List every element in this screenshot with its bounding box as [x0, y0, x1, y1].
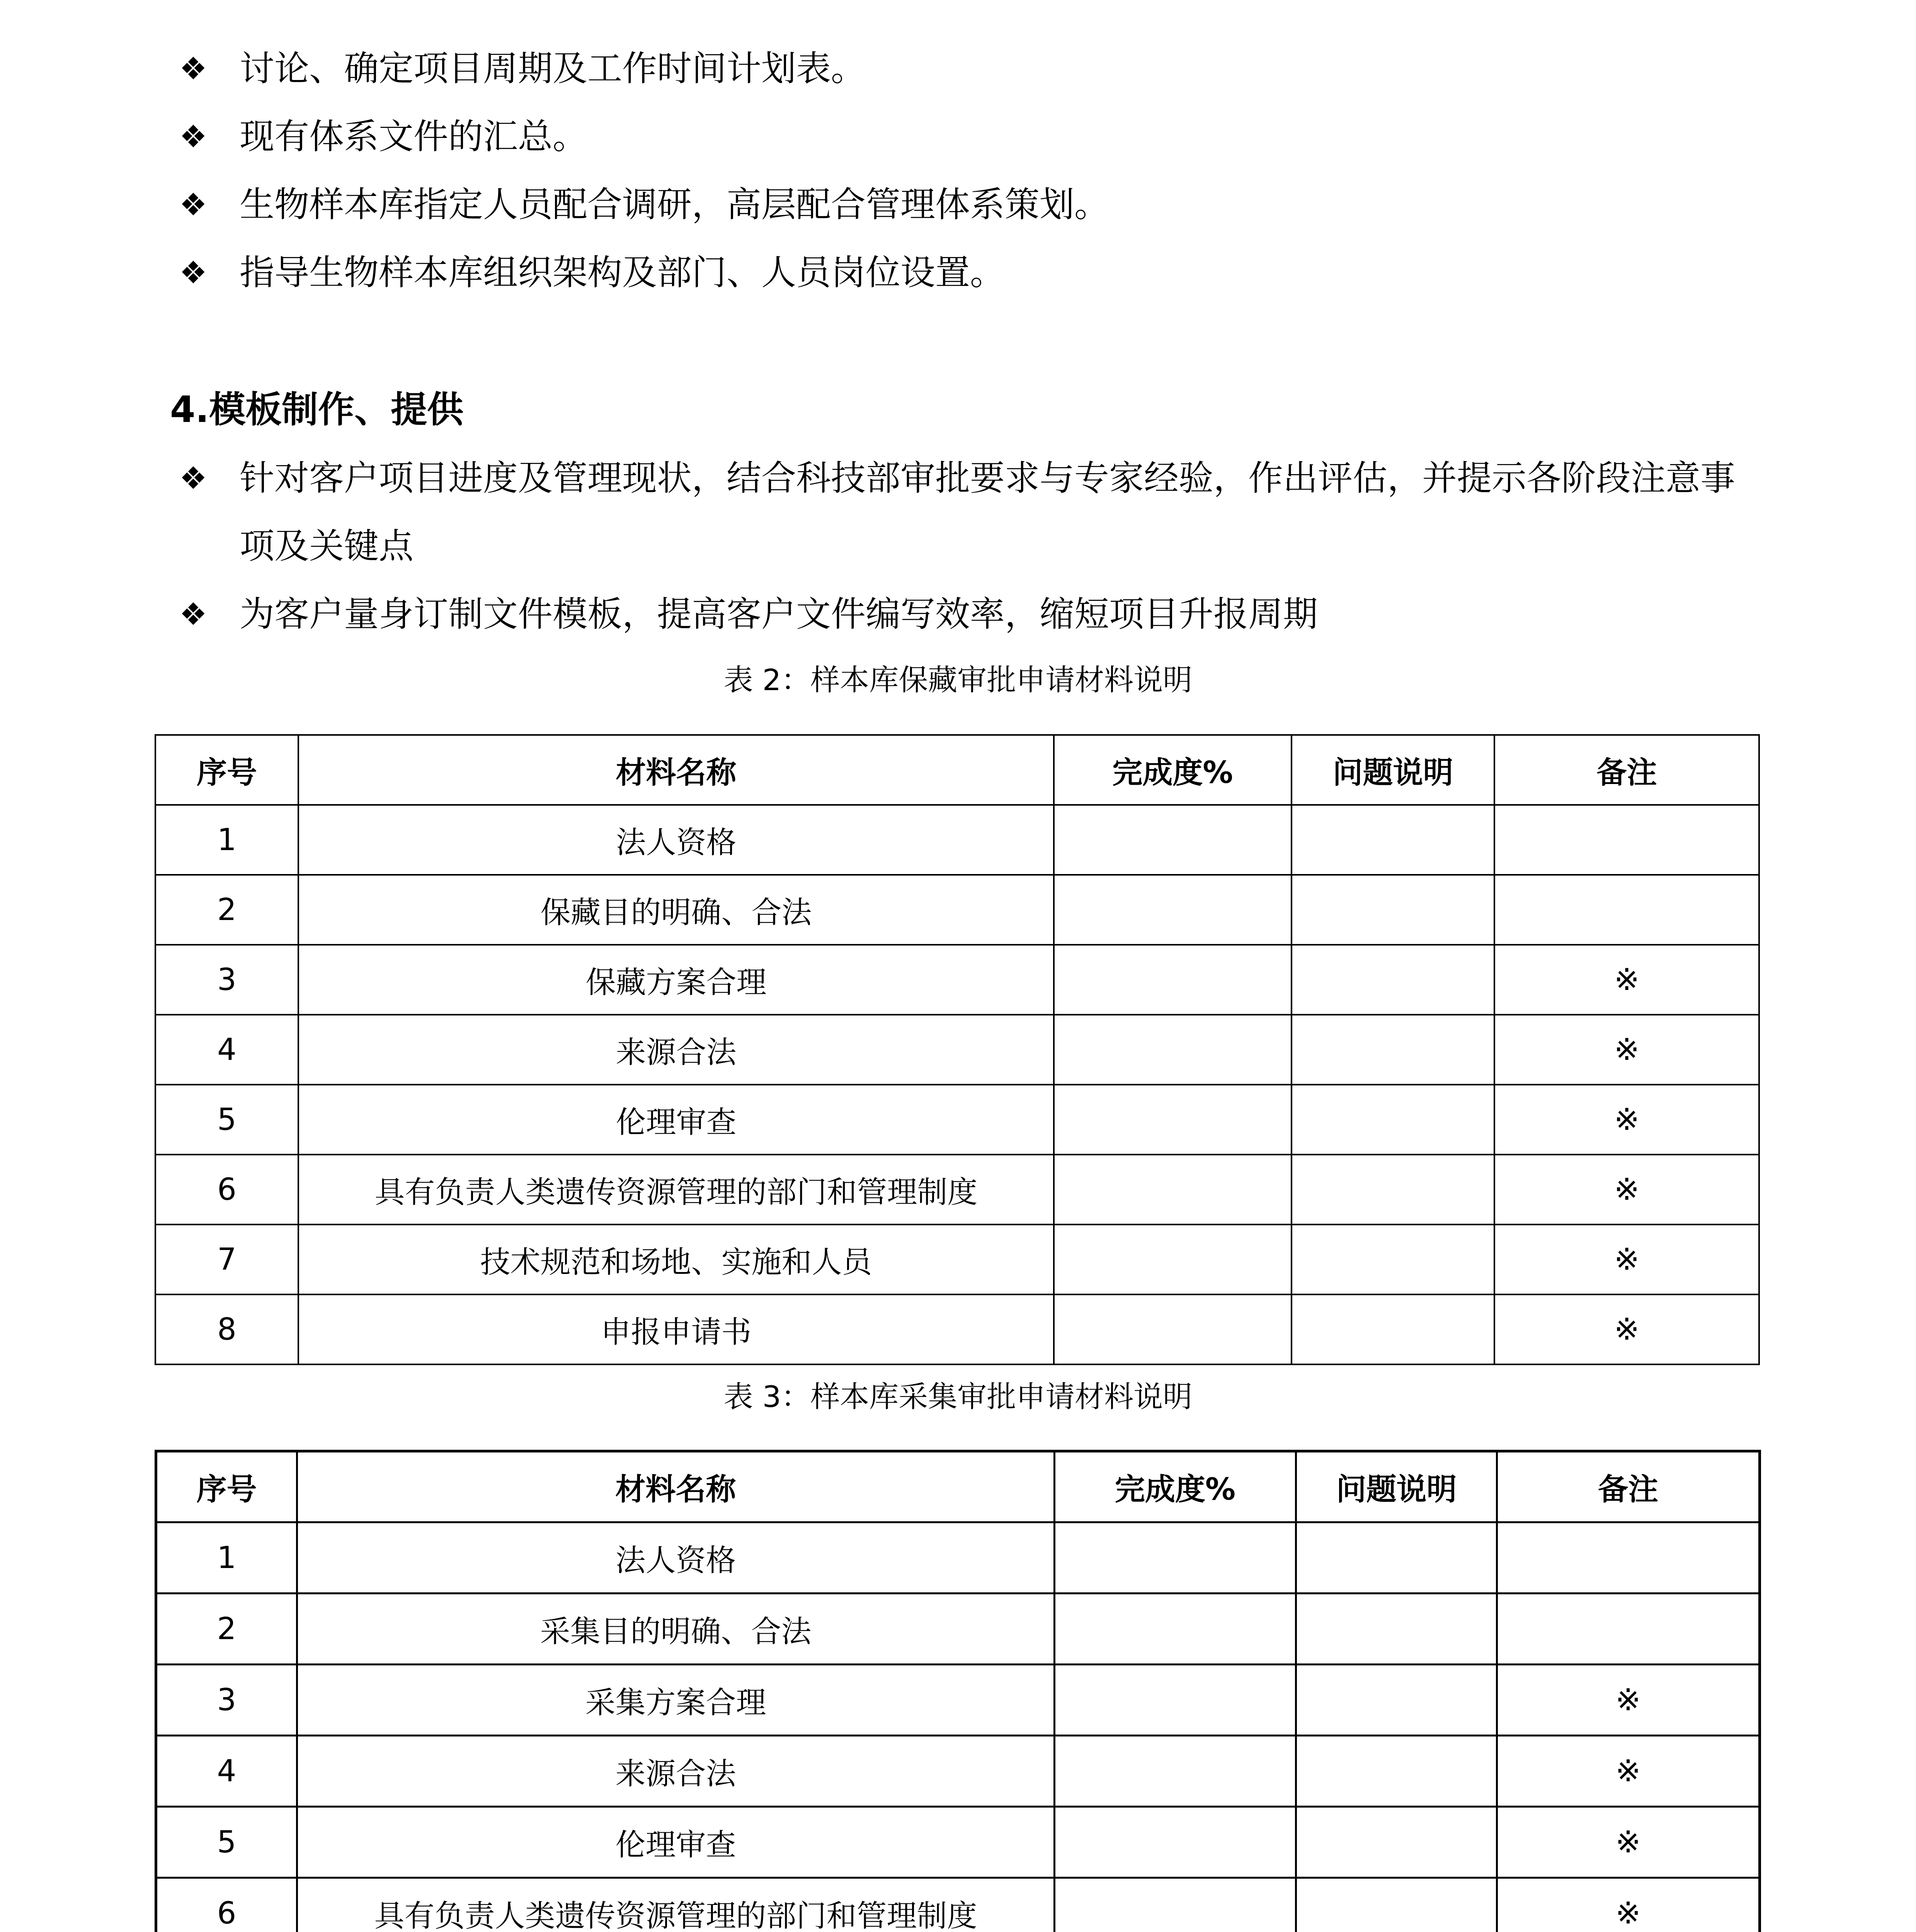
completion-cell [1055, 1594, 1296, 1665]
issue-cell [1296, 1522, 1497, 1594]
collection-materials-table [155, 1450, 1761, 1932]
table-row [156, 1807, 1760, 1878]
table-row [156, 1522, 1760, 1594]
diamond-bullet-icon: ❖ [179, 51, 207, 87]
table-row [156, 1594, 1760, 1665]
material-cell: 技术规范和场地、实施和人员 [298, 1225, 1054, 1294]
table-row [155, 1015, 1759, 1085]
remark-cell: ※ [1497, 1665, 1760, 1736]
index-cell: 3 [156, 1665, 297, 1736]
bullet-text: 讨论、确定项目周期及工作时间计划表。 [240, 48, 866, 89]
bullet-item [170, 444, 1762, 580]
completion-cell [1054, 875, 1292, 945]
completion-cell [1055, 1665, 1296, 1736]
bullet-text: 现有体系文件的汇总。 [240, 116, 587, 157]
index-cell: 3 [155, 945, 298, 1015]
issue-cell [1292, 1015, 1494, 1085]
index-cell: 4 [155, 1015, 298, 1085]
table-row [156, 1878, 1760, 1932]
remark-cell [1497, 1522, 1760, 1594]
bullet-item [170, 171, 1762, 239]
remark-cell [1494, 805, 1759, 875]
material-cell: 具有负责人类遗传资源管理的部门和管理制度 [297, 1878, 1055, 1932]
completion-cell [1054, 1294, 1292, 1364]
remark-cell: ※ [1494, 1225, 1759, 1294]
header-cell: 序号 [156, 1451, 297, 1522]
remark-cell: ※ [1497, 1807, 1760, 1878]
table-header-row [155, 735, 1759, 805]
remark-cell: ※ [1494, 1155, 1759, 1225]
issue-cell [1296, 1878, 1497, 1932]
index-cell: 8 [155, 1294, 298, 1364]
index-cell: 5 [156, 1807, 297, 1878]
material-cell: 法人资格 [298, 805, 1054, 875]
material-cell: 法人资格 [297, 1522, 1055, 1594]
header-cell: 材料名称 [297, 1451, 1055, 1522]
issue-cell [1292, 1085, 1494, 1155]
remark-cell: ※ [1494, 1294, 1759, 1364]
bullet-text: 指导生物样本库组织架构及部门、人员岗位设置。 [240, 252, 1005, 293]
issue-cell [1296, 1807, 1497, 1878]
material-cell: 申报申请书 [298, 1294, 1054, 1364]
material-cell: 具有负责人类遗传资源管理的部门和管理制度 [298, 1155, 1054, 1225]
intro-bullet-list [170, 35, 1762, 307]
remark-cell: ※ [1497, 1878, 1760, 1932]
index-cell: 1 [156, 1522, 297, 1594]
section-heading: 4.模板制作、提供 [170, 389, 464, 431]
table-row [155, 875, 1759, 945]
diamond-bullet-icon: ❖ [179, 596, 207, 632]
index-cell: 2 [155, 875, 298, 945]
completion-cell [1055, 1878, 1296, 1932]
material-cell: 采集方案合理 [297, 1665, 1055, 1736]
completion-cell [1054, 1085, 1292, 1155]
remark-cell: ※ [1494, 1085, 1759, 1155]
issue-cell [1292, 1225, 1494, 1294]
table-row [155, 1155, 1759, 1225]
table-row [155, 805, 1759, 875]
index-cell: 7 [155, 1225, 298, 1294]
bullet-text: 生物样本库指定人员配合调研，高层配合管理体系策划。 [240, 184, 1109, 225]
issue-cell [1296, 1665, 1497, 1736]
completion-cell [1055, 1807, 1296, 1878]
bullet-item [170, 239, 1762, 307]
diamond-bullet-icon: ❖ [179, 255, 207, 291]
completion-cell [1054, 805, 1292, 875]
material-cell: 伦理审查 [298, 1085, 1054, 1155]
completion-cell [1055, 1522, 1296, 1594]
section4-bullet-list [170, 444, 1762, 648]
header-cell: 问题说明 [1296, 1451, 1497, 1522]
storage-materials-table [155, 734, 1760, 1365]
diamond-bullet-icon: ❖ [179, 119, 207, 155]
issue-cell [1292, 875, 1494, 945]
completion-cell [1054, 1155, 1292, 1225]
bullet-item [170, 103, 1762, 171]
index-cell: 2 [156, 1594, 297, 1665]
table-row [156, 1736, 1760, 1807]
bullet-item [170, 580, 1762, 648]
header-cell: 完成度% [1054, 735, 1292, 805]
table-row [155, 945, 1759, 1015]
header-cell: 序号 [155, 735, 298, 805]
completion-cell [1054, 1015, 1292, 1085]
completion-cell [1055, 1736, 1296, 1807]
remark-cell [1494, 875, 1759, 945]
remark-cell: ※ [1494, 1015, 1759, 1085]
table-header-row [156, 1451, 1760, 1522]
header-cell: 完成度% [1055, 1451, 1296, 1522]
material-cell: 采集目的明确、合法 [297, 1594, 1055, 1665]
material-cell: 来源合法 [297, 1736, 1055, 1807]
remark-cell: ※ [1497, 1736, 1760, 1807]
issue-cell [1292, 1294, 1494, 1364]
index-cell: 1 [155, 805, 298, 875]
header-cell: 备注 [1494, 735, 1759, 805]
completion-cell [1054, 1225, 1292, 1294]
table3-caption: 表 3：样本库采集审批申请材料说明 [723, 1379, 1193, 1414]
table-row [155, 1225, 1759, 1294]
material-cell: 保藏目的明确、合法 [298, 875, 1054, 945]
issue-cell [1292, 945, 1494, 1015]
index-cell: 6 [156, 1878, 297, 1932]
completion-cell [1054, 945, 1292, 1015]
header-cell: 备注 [1497, 1451, 1760, 1522]
diamond-bullet-icon: ❖ [179, 187, 207, 223]
diamond-bullet-icon: ❖ [179, 460, 207, 496]
bullet-text: 针对客户项目进度及管理现状，结合科技部审批要求与专家经验，作出评估，并提示各阶段注意事项及关键点 [240, 458, 1735, 566]
issue-cell [1296, 1594, 1497, 1665]
material-cell: 伦理审查 [297, 1807, 1055, 1878]
table-row [155, 1294, 1759, 1364]
issue-cell [1292, 805, 1494, 875]
header-cell: 材料名称 [298, 735, 1054, 805]
table-row [155, 1085, 1759, 1155]
issue-cell [1296, 1736, 1497, 1807]
index-cell: 6 [155, 1155, 298, 1225]
table-row [156, 1665, 1760, 1736]
remark-cell: ※ [1494, 945, 1759, 1015]
remark-cell [1497, 1594, 1760, 1665]
index-cell: 4 [156, 1736, 297, 1807]
material-cell: 保藏方案合理 [298, 945, 1054, 1015]
bullet-text: 为客户量身订制文件模板，提高客户文件编写效率，缩短项目升报周期 [240, 594, 1318, 634]
index-cell: 5 [155, 1085, 298, 1155]
material-cell: 来源合法 [298, 1015, 1054, 1085]
issue-cell [1292, 1155, 1494, 1225]
bullet-item [170, 35, 1762, 103]
header-cell: 问题说明 [1292, 735, 1494, 805]
table2-caption: 表 2：样本库保藏审批申请材料说明 [723, 663, 1193, 697]
